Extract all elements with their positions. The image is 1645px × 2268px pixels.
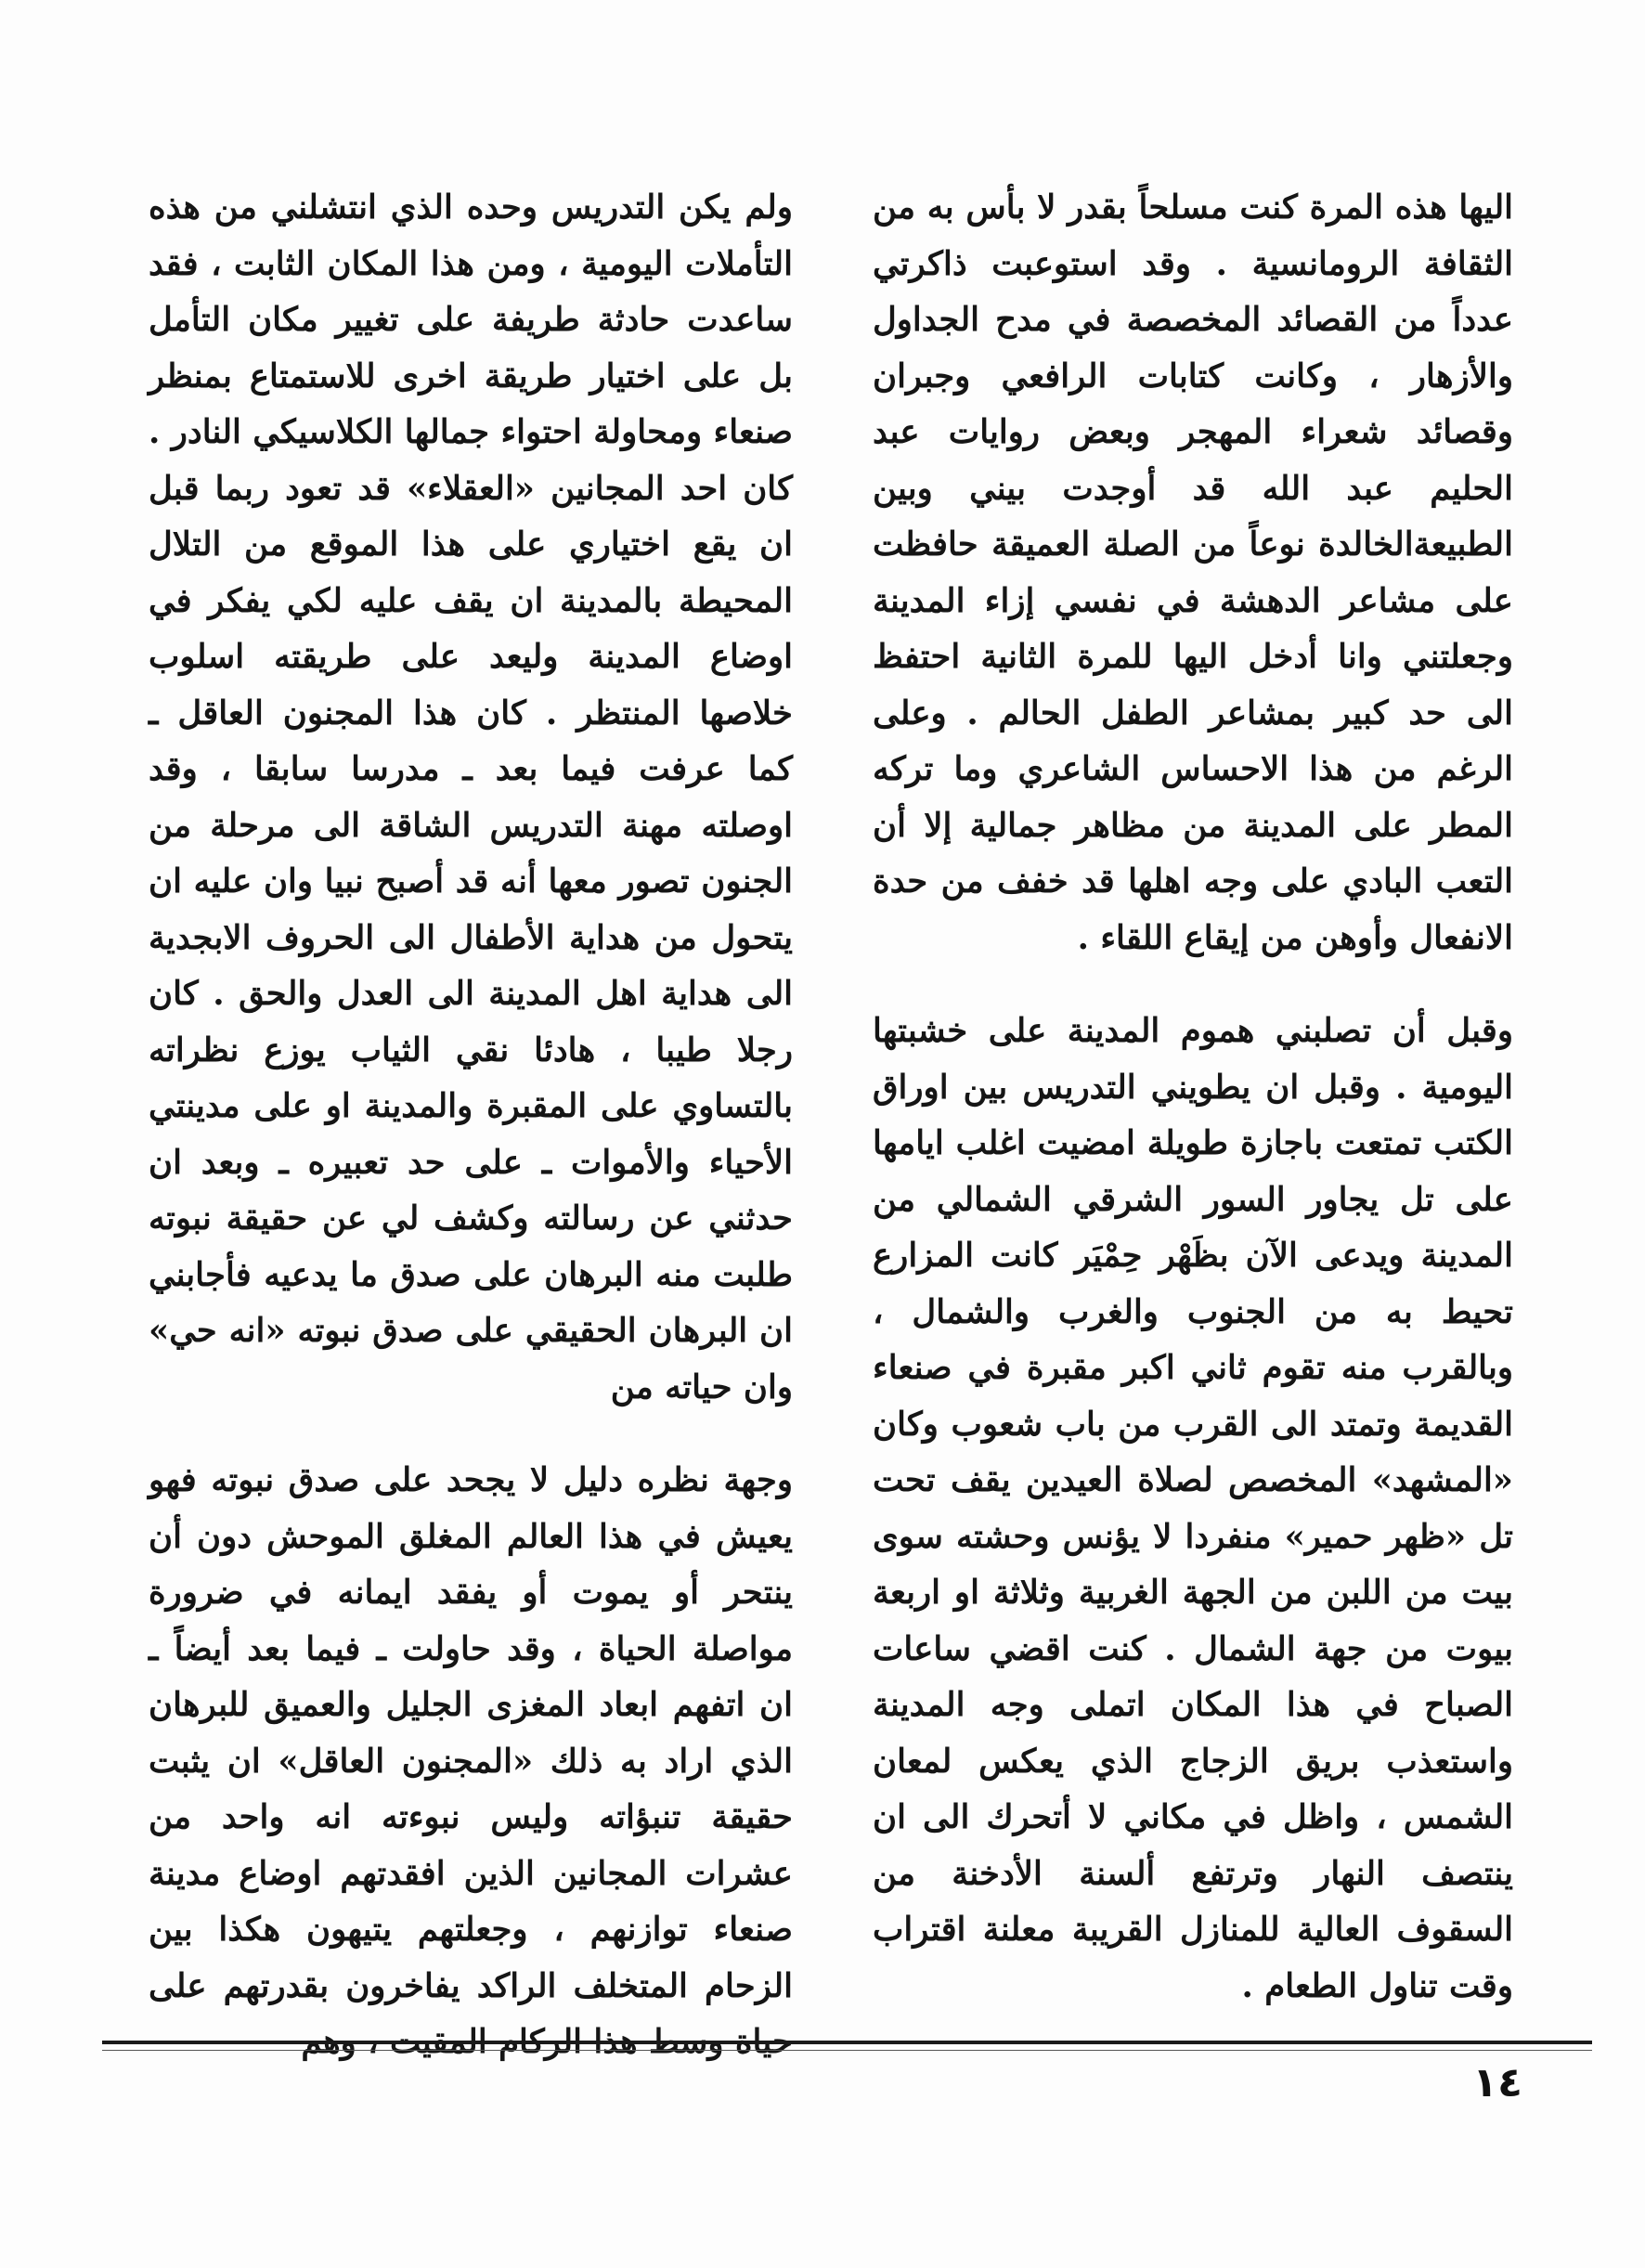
right-paragraph-2: وقبل أن تصلبني هموم المدينة على خشبتها اليومية . وقبل ان يطويني التدريس بين اوراق الكتب تمتعت باجازة طويلة امضيت اغلب ايامها على تل يجاور السور الشرقي الشمالي من المدينة ويدعى الآن بظَهْر حِمْيَر كانت المزارع تحيط به من الجنوب والغرب والشمال ، وبالقرب منه تقوم ثاني اكبر مقبرة في صنعاء القديمة وتمتد الى القرب من باب شعوب وكان «المشهد» المخصص لصلاة العيدين يقف تحت تل «ظهر حمير» منفردا لا يؤنس وحشته سوى بيت من اللبن من الجهة الغربية وثلاثة او اربعة بيوت من جهة الشمال . كنت اقضي ساعات الصباح في هذا المكان اتملى وجه المدينة واستعذب بريق الزجاج الذي يعكس لمعان الشمس ، واظل في مكاني لا أتحرك الى ان ينتصف النهار وترتفع ألسنة الأدخنة من السقوف العالية للمنازل القريبة معلنة اقتراب وقت تناول الطعام . — [873, 1012, 1513, 2005]
left-paragraph-1: ولم يكن التدريس وحده الذي انتشلني من هذه التأملات اليومية ، ومن هذا المكان الثابت ، فقد ساعدت حادثة طريفة على تغيير مكان التأمل بل على اختيار طريقة اخرى للاستمتاع بمنظر صنعاء ومحاولة احتواء جمالها الكلاسيكي النادر . كان احد المجانين «العقلاء» قد تعود ربما قبل ان يقع اختياري على هذا الموقع من التلال المحيطة بالمدينة ان يقف عليه لكي يفكر في اوضاع المدينة وليعد على طريقته اسلوب خلاصها المنتظر . كان هذا المجنون العاقل ـ كما عرفت فيما بعد ـ مدرسا سابقا ، وقد اوصلته مهنة التدريس الشاقة الى مرحلة من الجنون تصور معها أنه قد أصبح نبيا وان عليه ان يتحول من هداية الأطفال الى الحروف الابجدية الى هداية اهل المدينة الى العدل والحق . كان رجلا طيبا ، هادئا نقي الثياب يوزع نظراته بالتساوي على المقبرة والمدينة او على مدينتي الأحياء والأموات ـ على حد تعبيره ـ وبعد ان حدثني عن رسالته وكشف لي عن حقيقة نبوته طلبت منه البرهان على صدق ما يدعيه فأجابني ان البرهان الحقيقي على صدق نبوته «انه حي» وان حياته من — [149, 188, 793, 1406]
footer-rule — [102, 2041, 1592, 2044]
right-paragraph-1: اليها هذه المرة كنت مسلحاً بقدر لا بأس به من الثقافة الرومانسية . وقد استوعبت ذاكرتي عدداً من القصائد المخصصة في مدح الجداول والأزهار ، وكانت كتابات الرافعي وجبران وقصائد شعراء المهجر وبعض روايات عبد الحليم عبد الله قد أوجدت بيني وبين الطبيعةالخالدة نوعاً من الصلة العميقة حافظت على مشاعر الدهشة في نفسي إزاء المدينة وجعلتني وانا أدخل اليها للمرة الثانية احتفظ الى حد كبير بمشاعر الطفل الحالم . وعلى الرغم من هذا الاحساس الشاعري وما تركه المطر على المدينة من مظاهر جمالية إلا أن التعب البادي على وجه اهلها قد خفف من حدة الانفعال وأوهن من إيقاع اللقاء . — [873, 188, 1513, 957]
page-number: ١٤ — [1472, 2059, 1522, 2106]
footer-rule-thin — [102, 2050, 1592, 2051]
left-paragraph-2: وجهة نظره دليل لا يجحد على صدق نبوته فهو يعيش في هذا العالم المغلق الموحش دون أن ينتحر أو يموت أو يفقد ايمانه في ضرورة مواصلة الحياة ، وقد حاولت ـ فيما بعد أيضاً ـ ان اتفهم ابعاد المغزى الجليل والعميق للبرهان الذي اراد به ذلك «المجنون العاقل» ان يثبت حقيقة تنبؤاته وليس نبوءته انه واحد من عشرات المجانين الذين افقدتهم اوضاع مدينة صنعاء توازنهم ، وجعلتهم يتيهون هكذا بين الزحام المتخلف الراكد يفاخرون بقدرتهم على حياة وسط هذا الركام المقيت ، وهم — [149, 1461, 793, 2061]
left-text-column — [149, 180, 793, 2071]
right-text-column — [873, 180, 1513, 2015]
